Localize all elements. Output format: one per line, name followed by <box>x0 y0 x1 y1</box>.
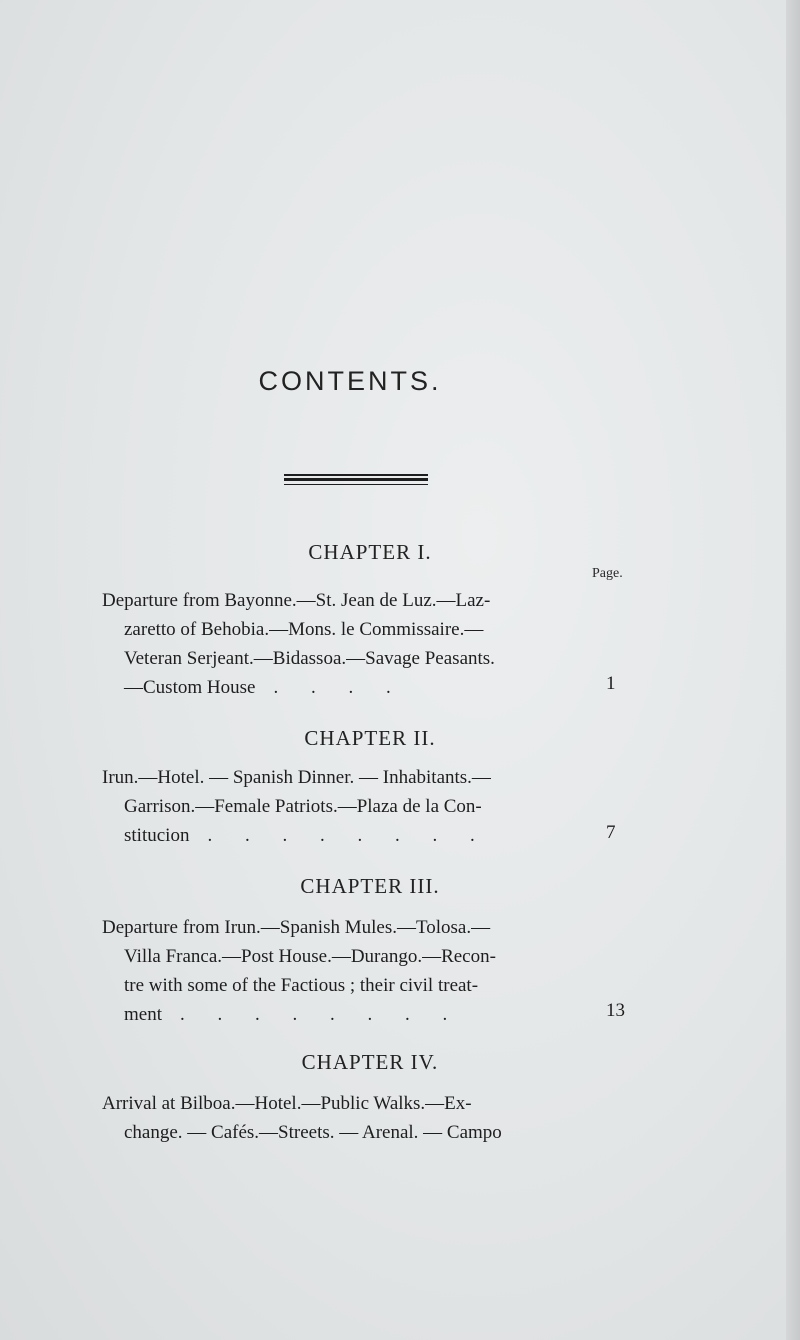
chapter-3-heading: CHAPTER III. <box>300 874 440 898</box>
decorative-rule <box>284 474 428 476</box>
chapter-4-heading: CHAPTER IV. <box>301 1050 439 1074</box>
entry-line: Arrival at Bilboa.—Hotel.—Public Walks.—Ex- <box>102 1093 472 1114</box>
entry-line: Villa Franca.—Post House.—Durango.—Recon- <box>124 946 496 967</box>
entry-line: tre with some of the Factious ; their civil treat- <box>124 975 479 996</box>
decorative-rule <box>284 484 428 485</box>
page-column-label: Page. <box>592 566 623 581</box>
chapter-3-entry <box>102 913 632 1029</box>
dot-leaders: . . . . . . . . <box>180 1004 462 1025</box>
chapter-1-heading: CHAPTER I. <box>308 540 432 564</box>
entry-line: ment . . . . . . . . <box>124 1004 462 1025</box>
chapter-4-entry <box>102 1089 632 1147</box>
entry-line: Departure from Bayonne.—St. Jean de Luz.—Laz- <box>102 590 491 611</box>
chapter-3-page-number: 13 <box>606 1000 625 1021</box>
page-edge <box>786 0 800 1340</box>
entry-line: Departure from Irun.—Spanish Mules.—Tolosa.— <box>102 917 491 938</box>
entry-line: change. — Cafés.—Streets. — Arenal. — Campo <box>124 1122 502 1143</box>
chapter-2-heading: CHAPTER II. <box>304 726 436 750</box>
chapter-2-page-number: 7 <box>606 822 616 843</box>
chapter-2-entry <box>102 763 632 850</box>
entry-line: Irun.—Hotel. — Spanish Dinner. — Inhabitants.— <box>102 767 491 788</box>
entry-line: zaretto of Behobia.—Mons. le Commissaire.— <box>124 619 484 640</box>
chapter-1-page-number: 1 <box>606 673 616 694</box>
decorative-rule <box>284 478 428 481</box>
entry-line: Veteran Serjeant.—Bidassoa.—Savage Peasants. <box>124 648 495 669</box>
contents-title: CONTENTS. <box>258 366 442 396</box>
dot-leaders: . . . . . . . . <box>207 825 489 846</box>
entry-line: —Custom House . . . . <box>124 677 405 698</box>
entry-line: stitucion . . . . . . . . <box>124 825 489 846</box>
dot-leaders: . . . . <box>273 677 405 698</box>
chapter-1-entry <box>102 586 632 702</box>
entry-line: Garrison.—Female Patriots.—Plaza de la Con- <box>124 796 482 817</box>
